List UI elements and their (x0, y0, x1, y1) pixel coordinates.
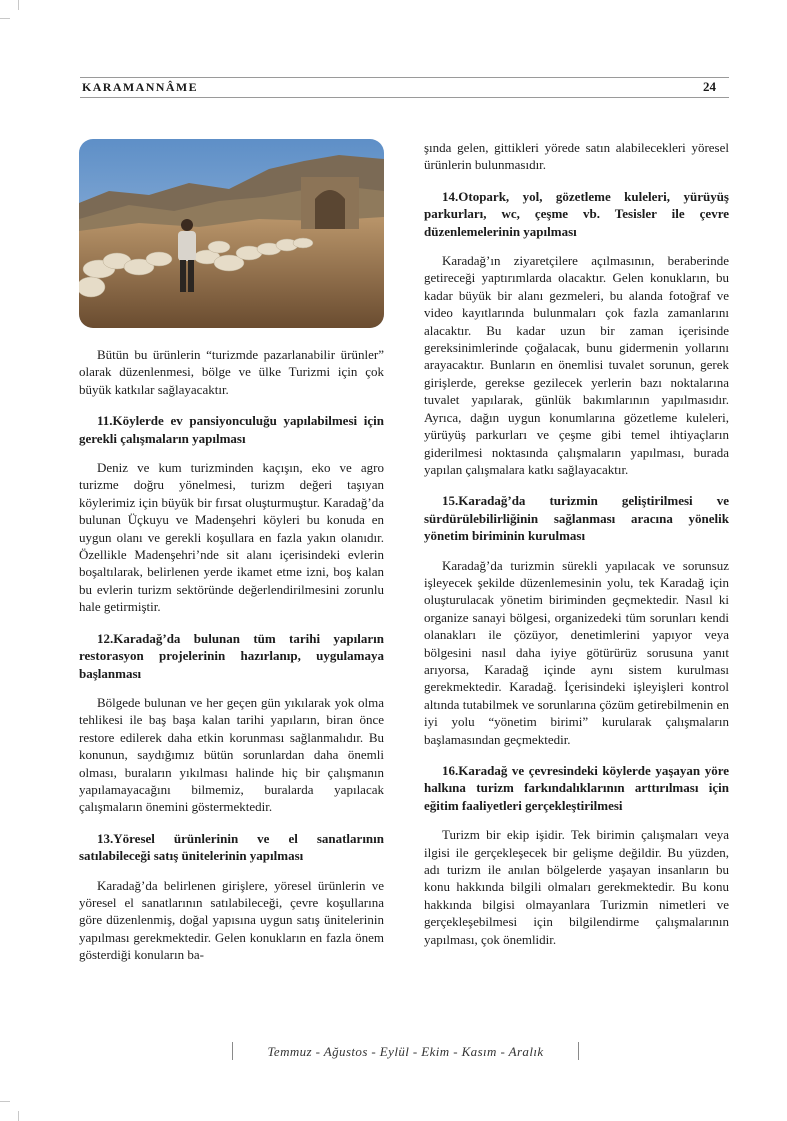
header-top-rule (80, 77, 729, 78)
crop-mark (18, 1111, 19, 1121)
crop-mark (0, 1101, 10, 1102)
section-13-heading: 13.Yöresel ürünlerinin ve el sanatlarının satılabileceği satış ünitelerinin yapılması (79, 830, 384, 864)
photo-shepherd-with-sheep-flock-icon (79, 139, 384, 328)
footer-right-bar (578, 1042, 579, 1060)
page-number: 24 (703, 79, 716, 94)
section-11-heading: 11.Köylerde ev pansiyonculuğu yapılabilmesi için gerekli çalışmaların yapılması (79, 413, 384, 446)
right-column (424, 139, 729, 962)
section-12-body: Bölgede bulunan ve her geçen gün yıkılarak yok olma tehlikesi ile baş başa kalan tarihi yapıların, biran önce restore edilerek daha etkin korunması sağlanmalıdır. Bu konunun, saydığımız bütün sorunlardan daha önemli olması, buraların yıkılması halinde hiç bir çalışmanın yapılamayacağını bilmemiz, buralarda yapılacak çalışmaların önemini göstermektedir. (79, 694, 384, 815)
footer-months: Temmuz - Ağustos - Eylül - Ekim - Kasım - Aralık (267, 1044, 544, 1059)
section-15-heading: 15.Karadağ’da turizmin geliştirilmesi ve sürdürülebilirliğinin sağlanması aracına yönelik yönetim biriminin kurulması (424, 493, 729, 544)
section-13-body: Karadağ’da belirlenen girişlere, yöresel ürünlerin ve yöresel el sanatlarının satılabileceği, çevre koşullarına göre düzenlenmiş, doğal yapısına uygun satış ünitelerinin yapılması gerekmektedir. Gelen konukların en fazla önem gösterdiği konuların ba- (79, 877, 384, 963)
intro-paragraph: Bütün bu ürünlerin “turizmde pazarlanabilir ürünler” olarak düzenlenmesi, bölge ve ülke Turizmi için çok büyük katkılar sağlayacaktır. (79, 347, 384, 397)
header-bottom-rule (80, 97, 729, 98)
crop-mark (18, 0, 19, 10)
section-16-heading: 16.Karadağ ve çevresindeki köylerde yaşayan yöre halkına turizm farkındalıklarının arttırılması için eğitim faaliyetleri gerçekleştirilmesi (424, 763, 729, 813)
crop-mark (0, 18, 10, 19)
continued-paragraph: şında gelen, gittikleri yörede satın alabilecekleri yöresel ürünlerin bulunmasıdır. (424, 140, 729, 173)
section-16-body: Turizm bir ekip işidir. Tek birimin çalışmaları veya ilgisi ile gerçekleşecek bir gelişme değildir. Bu yüzden, adı turizm ile anılan bölgelerde yaşayan insanların bu konu hakkında bilgili olmaları gerekmektedir. Bu konu hakkında bilgisi olmayanlara Turizmin nimetleri ve gerçekleşebilmesi için bilgilendirme çalışmalarının yapılması, çok önemlidir. (424, 827, 729, 947)
section-12-heading: 12.Karadağ’da bulunan tüm tarihi yapıların restorasyon projelerinin hazırlanıp, uygulamaya başlanması (79, 630, 384, 681)
shepherd-photo (79, 139, 384, 328)
section-15-body: Karadağ’da turizmin sürekli yapılacak ve sorunsuz işleyecek şekilde düzenlemesinin yolu, tek Karadağ için oluşturulacak yönetim biriminden geçmektedir. Nasıl ki organize sanayi bölgesi, organizedeki tüm sorunları kendi olanakları ile çözüyor, denetimlerini yapıyor veya bölgesini nasıl daha iyiye götürürüz sorusuna yanıt arıyorsa, Karadağ içinde aynı sistem kurulması gerekmektedir. Karadağ. İçerisindeki işleyişleri kontrol altında tutabilmek ve sorunlarına çözüm getirebilmenin en iyi yolu “yönetim birimi” kurularak çalışmaların başlamasından geçmektedir. (424, 557, 729, 747)
left-column (79, 346, 384, 978)
section-14-heading: 14.Otopark, yol, gözetleme kuleleri, yürüyüş parkurları, wc, çeşme vb. Tesisler ile çevre düzenlemelerinin yapılması (424, 188, 729, 239)
section-14-body: Karadağ’ın ziyaretçilere açılmasının, beraberinde getireceği yaptırımlarda olacaktır. Gelen konukların, bu kadar büyük bir alanı gezmeleri, bu alanda fotoğraf ve video kayıtlarında bulunmaları çok fazla zamanlarını alacaktır. Bu kadar uzun bir zaman içerisinde gereksinimlerinde çoğalacak, bunu gidermenin yollarını arayacaktır. Bunların en önemlisi tuvalet sorunun, gerek girişlerde, gerekse gezilecek yerlerin bazı noktalarına tuvalet yapılarak, günlük bakımlarının yapılmasıdır. Ayrıca, dağın uygun konumlarına gözetleme kuleleri, yürüyüş parkurları ve çeşme gibi temel ihtiyaçların giderilmesi noktasında çalışmaların yapılması, burada yapılan çalışmalara katkı sağlayacaktır. (424, 253, 729, 477)
journal-title: KARAMANNÂME (82, 80, 199, 94)
section-11-body: Deniz ve kum turizminden kaçışın, eko ve agro turizme doğru yönelmesi, turizm değeri taşıyan köylerimiz için büyük bir fırsat oluşturmuştur. Karadağ’da bulunan Üçkuyu ve Madenşehri köyleri bu konuda en uygun olanı ve gerekli koşullara en fazla yakın olanıdır. Özellikle Madenşehri’nde sit alanı içerisindeki evlerin boşaltılarak, belirlenen yerde ikamet etme izni, boş kalan bu evlerin turizm sektöründe değerlendirilmesini zorunlu hale getirmiştir. (79, 460, 384, 615)
